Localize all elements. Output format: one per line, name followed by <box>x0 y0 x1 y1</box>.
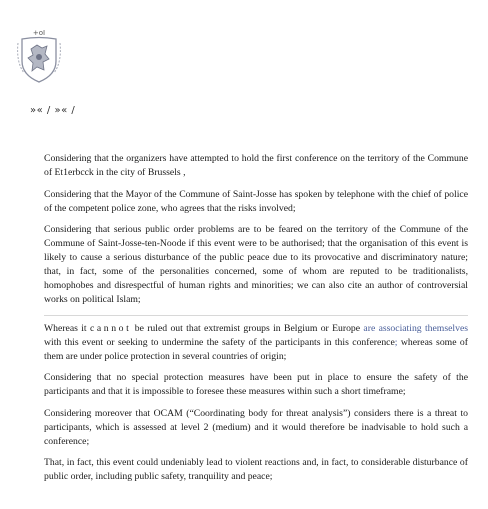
paragraph-extremist-part4: whereas some of them are under police protection in several countries of origin; <box>44 336 468 362</box>
paragraph-extremist-groups <box>44 322 468 364</box>
highlighted-phrase: are associating themselves <box>363 322 469 334</box>
paragraph-violent-reactions: That, in fact, this event could undeniably lead to violent reactions and, in fact, to considerable disturbance of public order, including public safety, tranquility and peace; <box>44 457 468 482</box>
paragraph-extremist-part3: with this event or seeking to undermine the safety of the participants in this conference <box>44 336 395 348</box>
paragraph-public-order: Considering that serious public order problems are to be feared on the territory of the Commune of the Commune of Saint-Josse-ten-Noode if this event were to be authorised; that the organisation of this event is likely to cause a serious disturbance of the public peace due to its provocative and discriminatory nature; that, in fact, some of the personalities concerned, some of whom are reputed to be traditionalists, homophobes and disrespectful of human rights and minorities; we can also cite an author of controversial works on political Islam; <box>44 224 468 305</box>
seal-crown-text: +oI <box>32 29 46 37</box>
municipal-seal <box>14 27 64 85</box>
document-body <box>44 152 468 492</box>
divider <box>44 315 468 316</box>
document-marks: »« / »« / <box>30 105 76 116</box>
seal-icon <box>14 27 64 85</box>
paragraph-mayor-call: Considering that the Mayor of the Commune of Saint-Josse has spoken by telephone with the chief of police of the competent police zone, who agrees that the risks involved; <box>44 188 468 214</box>
paragraph-conference-location: Considering that the organizers have attempted to hold the first conference on the territory of the Commune of Et1erbcck in the city of Brussels , <box>44 153 468 178</box>
spaced-word: cannot <box>89 322 132 334</box>
highlighted-semicolon: ; <box>394 336 398 348</box>
paragraph-extremist-part1: Whereas it <box>44 322 90 334</box>
paragraph-ocam-threat: Considering moreover that OCAM (“Coordinating body for threat analysis”) considers there is a threat to participants, which is assessed at level 2 (medium) and it would therefore be inadvisable to hold such a conference; <box>44 407 468 447</box>
paragraph-extremist-part2: be ruled out that extremist groups in Belgium or Europe <box>131 322 364 334</box>
paragraph-protection-measures: Considering that no special protection measures have been put in place to ensure the safety of the participants and that it is impossible to foresee these measures within such a short timeframe; <box>44 372 468 397</box>
